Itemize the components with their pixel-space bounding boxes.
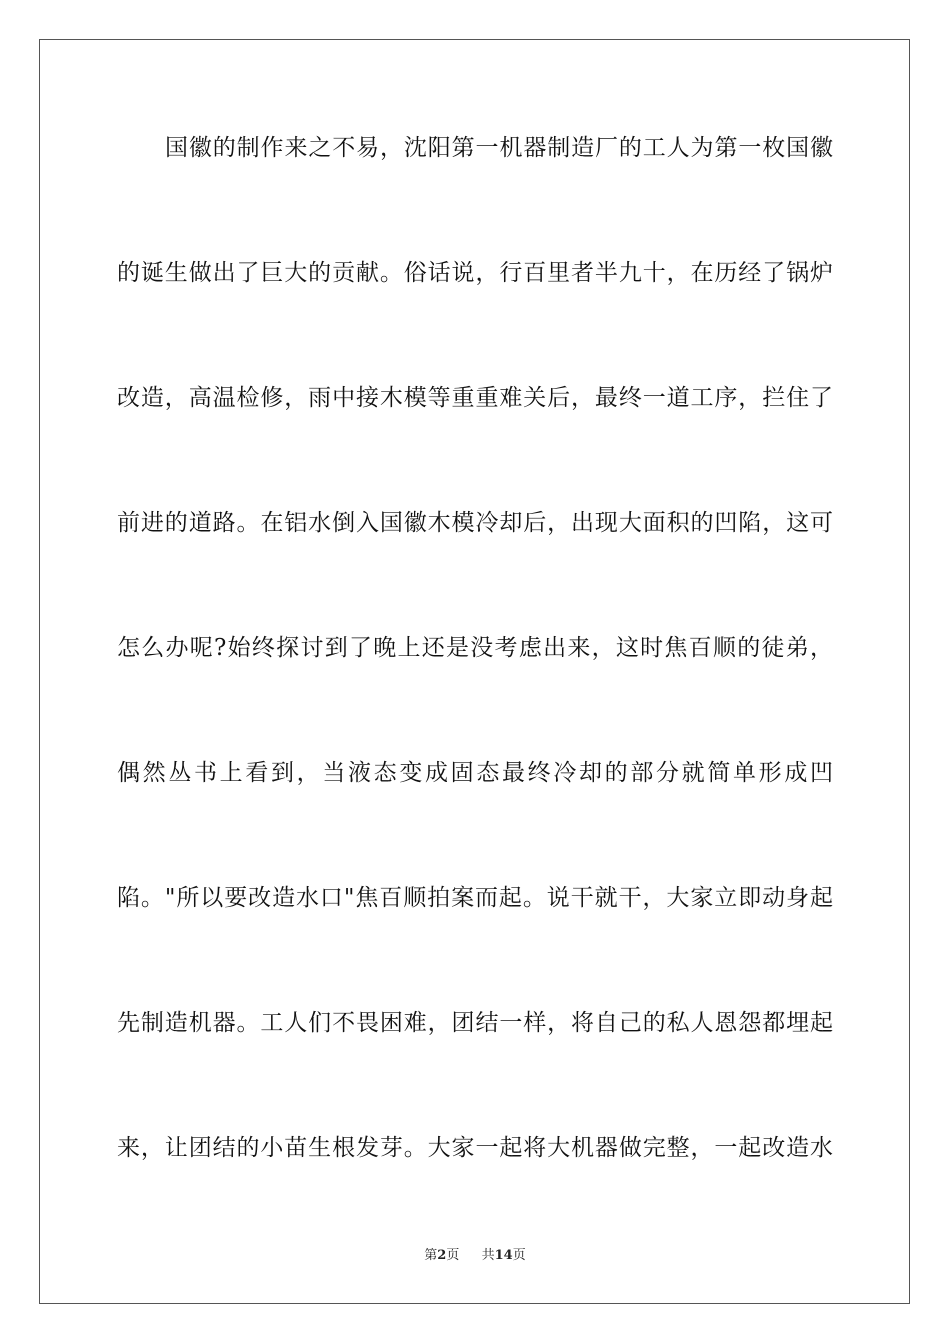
page-footer bbox=[0, 1247, 950, 1265]
page-suffix: 页 bbox=[446, 1248, 460, 1263]
text-line-3: 改造，高温检修，雨中接木模等重重难关后，最终一道工序，拦住了 bbox=[117, 385, 833, 411]
page-border bbox=[39, 39, 910, 1304]
text-line-7: 陷。"所以要改造水口"焦百顺拍案而起。说干就干，大家立即动身起 bbox=[117, 885, 833, 911]
text-line-6: 偶然丛书上看到，当液态变成固态最终冷却的部分就简单形成凹 bbox=[117, 760, 833, 786]
page-number: 2 bbox=[437, 1248, 447, 1263]
text-line-5: 怎么办呢?始终探讨到了晚上还是没考虑出来，这时焦百顺的徒弟， bbox=[117, 635, 833, 661]
text-line-2: 的诞生做出了巨大的贡献。俗话说，行百里者半九十，在历经了锅炉 bbox=[117, 260, 833, 286]
page-prefix: 第 bbox=[424, 1248, 438, 1263]
text-line-9: 来，让团结的小苗生根发芽。大家一起将大机器做完整，一起改造水 bbox=[117, 1135, 833, 1161]
total-pages: 14 bbox=[494, 1248, 513, 1263]
text-line-1: 国徽的制作来之不易，沈阳第一机器制造厂的工人为第一枚国徽 bbox=[165, 135, 833, 161]
text-line-8: 先制造机器。工人们不畏困难，团结一样，将自己的私人恩怨都埋起 bbox=[117, 1010, 833, 1036]
total-prefix: 共 bbox=[481, 1248, 495, 1263]
page-number-label bbox=[424, 1248, 459, 1263]
text-line-4: 前进的道路。在铝水倒入国徽木模冷却后，出现大面积的凹陷，这可 bbox=[117, 510, 833, 536]
total-suffix: 页 bbox=[512, 1248, 526, 1263]
total-pages-label bbox=[482, 1248, 526, 1263]
